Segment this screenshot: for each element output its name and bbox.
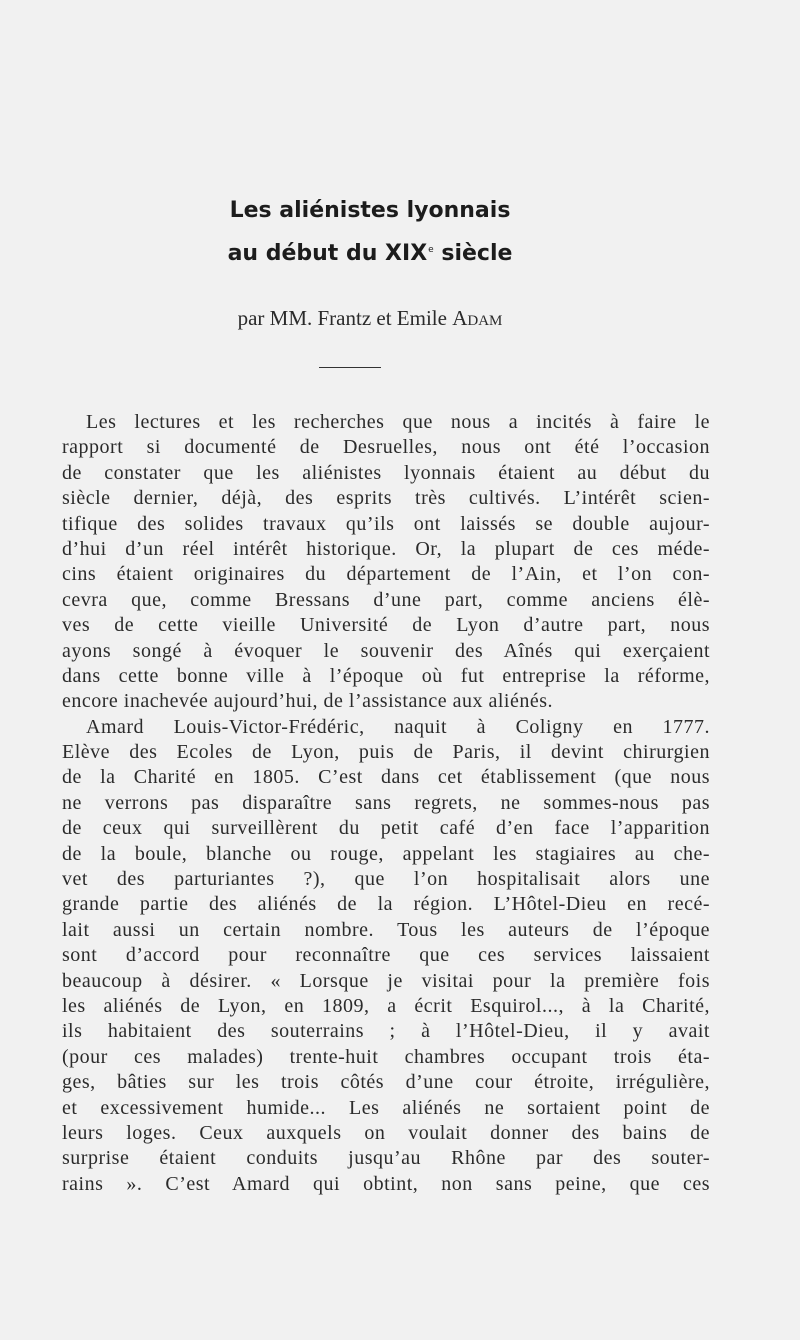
body-line: leurs loges. Ceux auxquels on voulait donner des bains de: [62, 1121, 710, 1144]
body-line: cevra que, comme Bressans d’une part, comme anciens élè-: [62, 588, 710, 611]
body-line: encore inachevée aujourd’hui, de l’assistance aux aliénés.: [62, 690, 554, 713]
body-line: ges, bâties sur les trois côtés d’une cour étroite, irrégulière,: [62, 1071, 710, 1094]
body-line: (pour ces malades) trente-huit chambres occupant trois éta-: [62, 1045, 710, 1068]
body-line: beaucoup à désirer. « Lorsque je visitai pour la première fois: [62, 969, 710, 992]
title-text-2: au début du XIX: [227, 241, 428, 266]
body-line: Elève des Ecoles de Lyon, puis de Paris, il devint chirurgien: [62, 741, 710, 764]
article-title-line-1: [0, 198, 740, 223]
body-line: Amard Louis-Victor-Frédéric, naquit à Coligny en 1777.: [86, 715, 710, 738]
title-superscript: e: [428, 244, 434, 255]
body-line: cins étaient originaires du département de l’Ain, et l’on con-: [62, 563, 710, 586]
body-line: tifique des solides travaux qu’ils ont laissés se double aujour-: [62, 512, 710, 535]
body-line: de la Charité en 1805. C’est dans cet établissement (que nous: [62, 766, 710, 789]
author-byline: [0, 306, 740, 331]
article-body: [62, 410, 710, 1197]
body-line: ne verrons pas disparaître sans regrets, ne sommes-nous pas: [62, 791, 710, 814]
body-line: surprise étaient conduits jusqu’au Rhône par des souter-: [62, 1147, 710, 1170]
body-line: de ceux qui surveillèrent du petit café d’en face l’apparition: [62, 817, 710, 840]
body-line: vet des parturiantes ?), que l’on hospitalisait alors une: [62, 868, 710, 891]
body-line: et excessivement humide... Les aliénés ne sortaient point de: [62, 1096, 710, 1119]
body-line: grande partie des aliénés de la région. L’Hôtel-Dieu en recé-: [62, 893, 710, 916]
byline-surname: Adam: [452, 306, 503, 330]
article-title-line-2: [0, 241, 740, 266]
body-line: siècle dernier, déjà, des esprits très cultivés. L’intérêt scien-: [62, 487, 710, 510]
body-line: lait aussi un certain nombre. Tous les auteurs de l’époque: [62, 918, 710, 941]
separator-rule: [319, 367, 381, 368]
body-line: de constater que les aliénistes lyonnais étaient au début du: [62, 461, 710, 484]
body-line: ils habitaient des souterrains ; à l’Hôtel-Dieu, il y avait: [62, 1020, 710, 1043]
title-text-2-end: siècle: [433, 241, 513, 266]
body-line: rains ». C’est Amard qui obtint, non sans peine, que ces: [62, 1172, 710, 1195]
body-line: dans cette bonne ville à l’époque où fut entreprise la réforme,: [62, 664, 710, 687]
body-line: d’hui d’un réel intérêt historique. Or, la plupart de ces méde-: [62, 537, 710, 560]
body-line: de la boule, blanche ou rouge, appelant les stagiaires au che-: [62, 842, 710, 865]
body-line: ayons songé à évoquer le souvenir des Aînés qui exerçaient: [62, 639, 710, 662]
body-line: rapport si documenté de Desruelles, nous ont été l’occasion: [62, 436, 710, 459]
body-line: Les lectures et les recherches que nous a incités à faire le: [86, 411, 710, 433]
body-line: les aliénés de Lyon, en 1809, a écrit Esquirol..., à la Charité,: [62, 994, 710, 1017]
title-text-1: Les aliénistes lyonnais: [229, 198, 511, 223]
body-line: sont d’accord pour reconnaître que ces services laissaient: [62, 944, 710, 967]
byline-prefix: par MM. Frantz et Emile: [237, 306, 453, 330]
body-line: ves de cette vieille Université de Lyon d’autre part, nous: [62, 614, 710, 637]
